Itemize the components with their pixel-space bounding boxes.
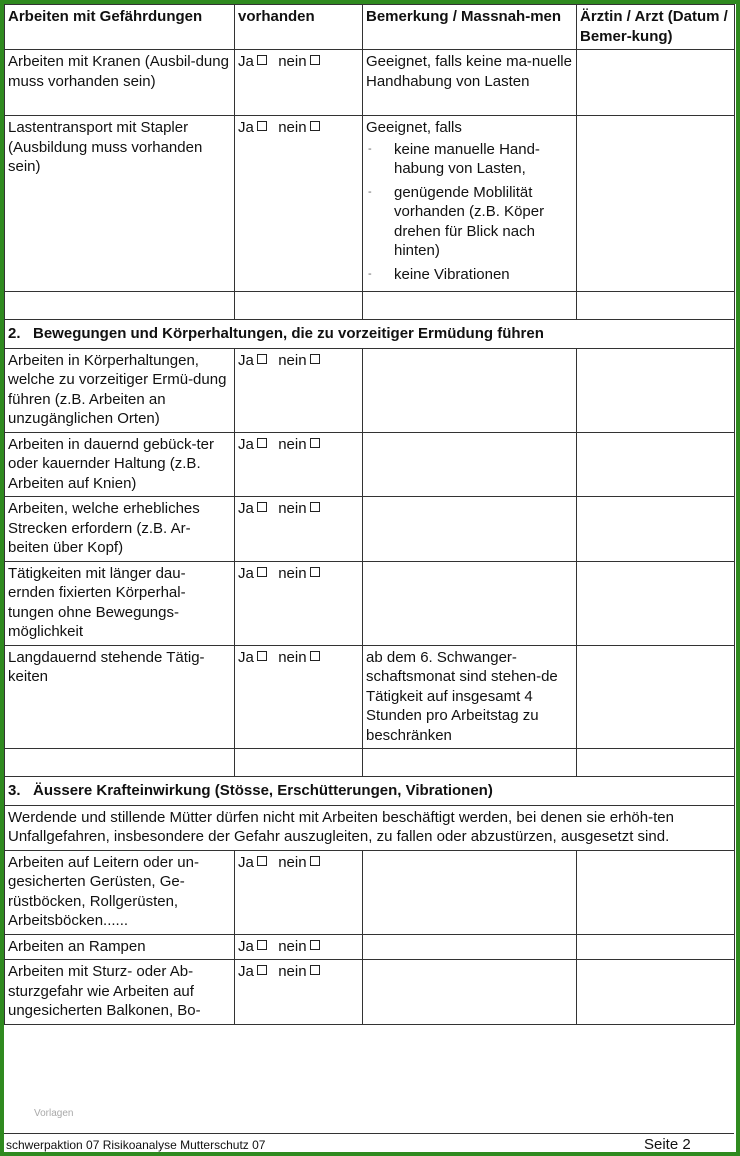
no-label: nein — [278, 500, 307, 517]
no-label: nein — [278, 963, 307, 980]
task-cell: Arbeiten auf Leitern oder un-gesicherten Gerüsten, Ge-rüstböcken, Rollgerüsten, Arbeitsböcken...... — [5, 850, 235, 934]
header-task: Arbeiten mit Gefährdungen — [5, 5, 235, 50]
no-checkbox[interactable] — [310, 856, 320, 866]
table-row — [5, 645, 735, 749]
doctor-cell[interactable] — [577, 645, 735, 749]
task-cell: Arbeiten, welche erhebliches Strecken erfordern (z.B. Ar-beiten über Kopf) — [5, 497, 235, 562]
no-checkbox[interactable] — [310, 55, 320, 65]
yes-label: Ja — [238, 648, 254, 666]
section-title: 2. Bewegungen und Körperhaltungen, die zu vorzeitiger Ermüdung führen — [5, 320, 735, 349]
remark-list — [366, 140, 572, 285]
table-row — [5, 497, 735, 562]
no-checkbox[interactable] — [310, 121, 320, 131]
empty-row — [5, 292, 735, 320]
yes-label: Ja — [238, 351, 254, 369]
task-cell: Arbeiten mit Sturz- oder Ab-sturzgefahr wie Arbeiten auf ungesicherten Balkonen, Bo- — [5, 960, 235, 1025]
doctor-cell[interactable] — [577, 50, 735, 116]
presence-cell — [235, 850, 363, 934]
yes-label: Ja — [238, 119, 254, 136]
presence-cell — [235, 561, 363, 645]
remark-cell: ab dem 6. Schwanger-schaftsmonat sind stehen-de Tätigkeit auf insgesamt 4 Stunden pro Arbeitstag zu beschränken — [363, 645, 577, 749]
yes-checkbox[interactable] — [257, 121, 267, 131]
table-row — [5, 850, 735, 934]
no-label: nein — [278, 119, 307, 136]
no-label: nein — [278, 53, 307, 70]
table-row — [5, 561, 735, 645]
no-label: nein — [278, 648, 307, 666]
yes-checkbox[interactable] — [257, 651, 267, 661]
yes-checkbox[interactable] — [257, 502, 267, 512]
footer-divider — [4, 1133, 734, 1134]
yes-label: Ja — [238, 500, 254, 517]
empty-row — [5, 749, 735, 777]
presence-cell — [235, 960, 363, 1025]
yes-checkbox[interactable] — [257, 567, 267, 577]
table-header-row — [5, 5, 735, 50]
section-2-row — [5, 320, 735, 349]
table-row — [5, 50, 735, 116]
doctor-cell[interactable] — [577, 497, 735, 562]
table-row — [5, 348, 735, 432]
no-label: nein — [278, 937, 307, 955]
task-cell: Langdauernd stehende Tätig-keiten — [5, 645, 235, 749]
no-label: nein — [278, 564, 307, 582]
list-item: - keine Vibrationen — [366, 265, 572, 285]
no-checkbox[interactable] — [310, 438, 320, 448]
remark-cell — [363, 116, 577, 292]
presence-cell — [235, 497, 363, 562]
yes-checkbox[interactable] — [257, 965, 267, 975]
presence-cell — [235, 116, 363, 292]
watermark: Vorlagen — [34, 1108, 74, 1119]
doctor-cell[interactable] — [577, 749, 735, 777]
yes-checkbox[interactable] — [257, 438, 267, 448]
section-intro: Werdende und stillende Mütter dürfen nicht mit Arbeiten beschäftigt werden, bei denen sie erhöh-ten Unfallgefahren, insbesondere der Gefahr auszugleiten, zu fallen oder abzustürzen, ausgesetzt sind. — [5, 805, 735, 850]
list-item: - genügende Moblilität vorhanden (z.B. Köper drehen für Blick nach hinten) — [366, 183, 572, 261]
doctor-cell[interactable] — [577, 348, 735, 432]
table-row — [5, 116, 735, 292]
remark-cell: Geeignet, falls keine ma-nuelle Handhabung von Lasten — [363, 50, 577, 116]
yes-checkbox[interactable] — [257, 940, 267, 950]
section-intro-row — [5, 805, 735, 850]
remark-cell[interactable] — [363, 960, 577, 1025]
remark-cell[interactable] — [363, 561, 577, 645]
remark-cell[interactable] — [363, 432, 577, 497]
yes-label: Ja — [238, 937, 254, 955]
table-row — [5, 432, 735, 497]
risk-table — [4, 4, 735, 1025]
yes-label: Ja — [238, 963, 254, 980]
table-row — [5, 934, 735, 960]
no-checkbox[interactable] — [310, 354, 320, 364]
doctor-cell[interactable] — [577, 850, 735, 934]
doctor-cell[interactable] — [577, 934, 735, 960]
section-title: 3. Äussere Krafteinwirkung (Stösse, Erschütterungen, Vibrationen) — [5, 777, 735, 806]
list-item: - keine manuelle Hand-habung von Lasten, — [366, 140, 572, 179]
yes-label: Ja — [238, 435, 254, 453]
footer-doc-name: schwerpaktion 07 Risikoanalyse Mutterschutz 07 — [6, 1138, 266, 1152]
yes-checkbox[interactable] — [257, 354, 267, 364]
remark-cell[interactable] — [363, 348, 577, 432]
task-cell: Arbeiten in dauernd gebück-ter oder kauernder Haltung (z.B. Arbeiten auf Knien) — [5, 432, 235, 497]
presence-cell — [235, 50, 363, 116]
yes-label: Ja — [238, 853, 254, 871]
no-label: nein — [278, 351, 307, 369]
no-label: nein — [278, 853, 307, 871]
no-checkbox[interactable] — [310, 567, 320, 577]
task-cell: Arbeiten in Körperhaltungen, welche zu vorzeitiger Ermü-dung führen (z.B. Arbeiten an unzugänglichen Orten) — [5, 348, 235, 432]
task-cell: Tätigkeiten mit länger dau-ernden fixierten Körperhal-tungen ohne Bewegungs-möglichkeit — [5, 561, 235, 645]
doctor-cell[interactable] — [577, 292, 735, 320]
table-row — [5, 960, 735, 1025]
task-cell: Arbeiten mit Kranen (Ausbil-dung muss vorhanden sein) — [5, 50, 235, 116]
no-checkbox[interactable] — [310, 965, 320, 975]
doctor-cell[interactable] — [577, 960, 735, 1025]
yes-label: Ja — [238, 53, 254, 70]
presence-cell — [235, 645, 363, 749]
remark-cell[interactable] — [363, 497, 577, 562]
remark-text: Geeignet, falls — [366, 119, 462, 136]
no-checkbox[interactable] — [310, 940, 320, 950]
no-label: nein — [278, 435, 307, 453]
task-cell: Lastentransport mit Stapler (Ausbildung muss vorhanden sein) — [5, 116, 235, 292]
yes-checkbox[interactable] — [257, 55, 267, 65]
section-3-row — [5, 777, 735, 806]
no-checkbox[interactable] — [310, 651, 320, 661]
doctor-cell[interactable] — [577, 432, 735, 497]
presence-cell — [235, 934, 363, 960]
yes-checkbox[interactable] — [257, 856, 267, 866]
presence-cell — [235, 348, 363, 432]
page-number: Seite 2 — [644, 1136, 691, 1153]
doctor-cell[interactable] — [577, 116, 735, 292]
no-checkbox[interactable] — [310, 502, 320, 512]
presence-cell — [235, 432, 363, 497]
doctor-cell[interactable] — [577, 561, 735, 645]
header-doctor: Ärztin / Arzt (Datum / Bemer-kung) — [577, 5, 735, 50]
task-cell: Arbeiten an Rampen — [5, 934, 235, 960]
yes-label: Ja — [238, 564, 254, 582]
remark-cell[interactable] — [363, 934, 577, 960]
remark-cell[interactable] — [363, 850, 577, 934]
header-remark: Bemerkung / Massnah-men — [363, 5, 577, 50]
header-present: vorhanden — [235, 5, 363, 50]
